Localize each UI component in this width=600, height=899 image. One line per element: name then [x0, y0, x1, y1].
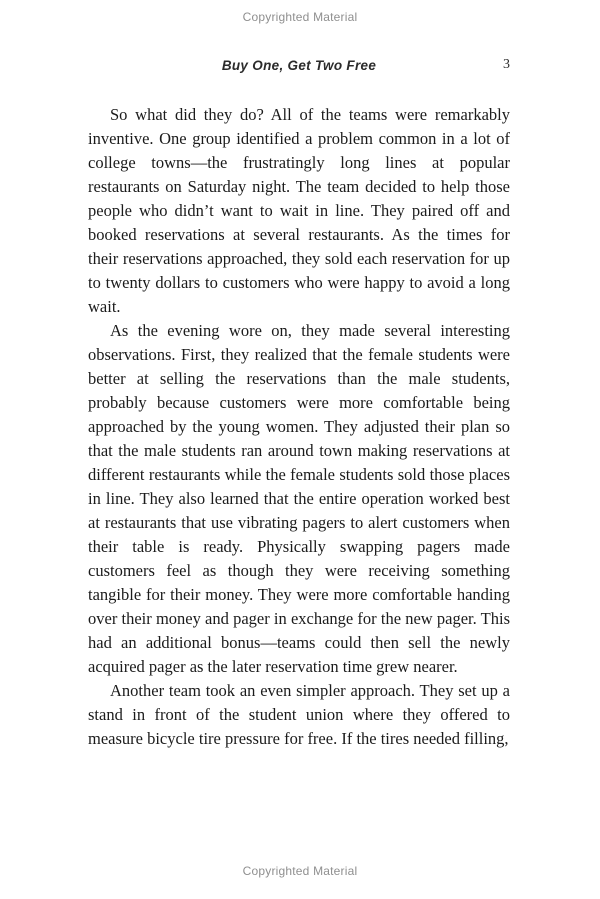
copyright-notice-bottom: Copyrighted Material	[242, 864, 358, 878]
running-header	[88, 57, 510, 75]
copyright-notice-top: Copyrighted Material	[242, 10, 358, 24]
body-text	[88, 103, 510, 751]
chapter-title: Buy One, Get Two Free	[221, 58, 377, 73]
paragraph: Another team took an even simpler approach. They set up a stand in front of the student union where they offered to measure bicycle tire pressure for free. If the tires needed filling,	[88, 681, 510, 748]
paragraph: As the evening wore on, they made several interesting observations. First, they realized that the female students were better at selling the reservations than the male students, probably because customers were more comfortable being approached by the young women. They adjusted their plan so that the male students ran around town making reservations at different restaurants while the female students sold those places in line. They also learned that the entire operation worked best at restaurants that use vibrating pagers to alert customers when their table is ready. Physically swapping pagers made customers feel as though they were receiving something tangible for their money. They were more comfortable handing over their money and pager in exchange for the new pager. This had an additional bonus—teams could then sell the newly acquired pager as the later reservation time grew nearer.	[88, 321, 510, 676]
page-number: 3	[503, 57, 510, 72]
paragraph: So what did they do? All of the teams were remarkably inventive. One group identified a problem common in a lot of college towns—the frustratingly long lines at popular restaurants on Saturday night. The team decided to help those people who didn’t want to wait in line. They paired off and booked reservations at several restaurants. As the times for their reservations approached, they sold each reservation for up to twenty dollars to customers who were happy to avoid a long wait.	[88, 105, 510, 316]
